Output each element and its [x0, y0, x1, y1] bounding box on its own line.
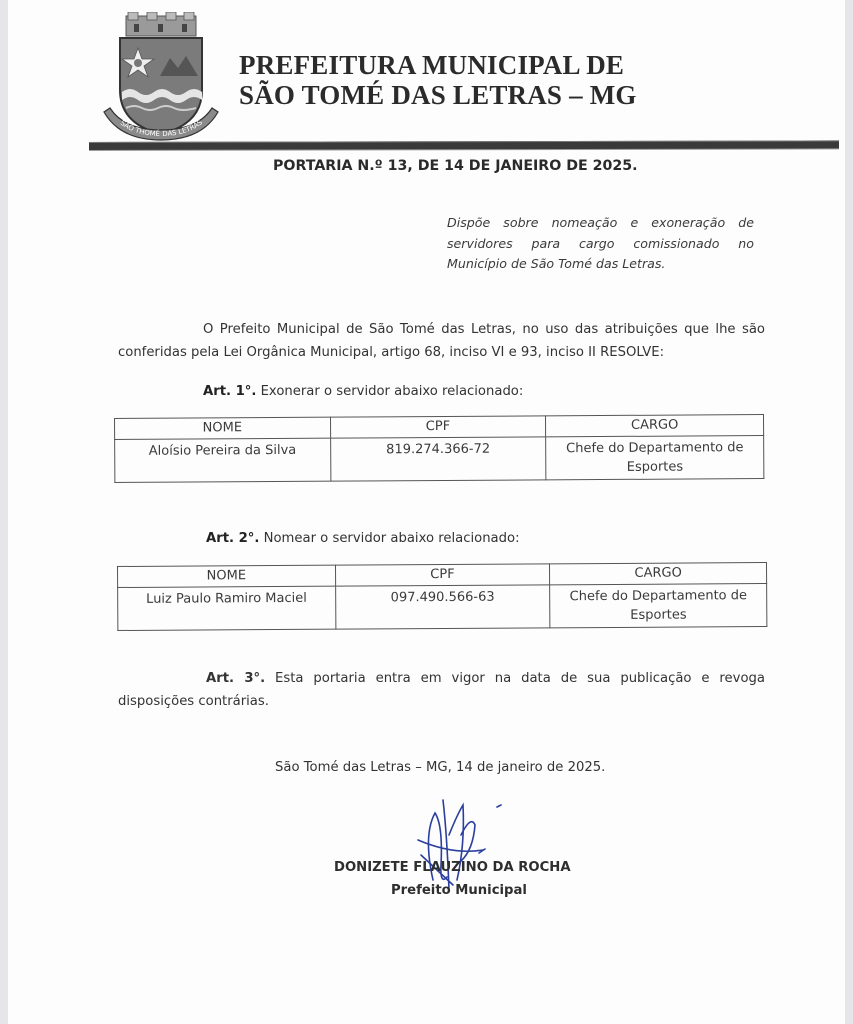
- article-2-label: Art. 2°.: [206, 531, 260, 546]
- signatory-role: Prefeito Municipal: [391, 883, 527, 898]
- cell-cpf: 097.490.566-63: [335, 585, 550, 629]
- article-3-text: Esta portaria entra em vigor na data de sua publicação e revoga disposições contrárias.: [118, 671, 765, 709]
- header-cargo: CARGO: [550, 563, 767, 585]
- article-2-text: Nomear o servidor abaixo relacionado:: [259, 531, 520, 546]
- preamble-paragraph: O Prefeito Municipal de São Tomé das Letras, no uso das atribuições que lhe são conferidas pela Lei Orgânica Municipal, artigo 68, inciso VI e 93, inciso II RESOLVE:: [118, 322, 765, 360]
- municipality-title: [239, 50, 637, 110]
- portaria-title: PORTARIA N.º 13, DE 14 DE JANEIRO DE 2025.: [273, 158, 638, 174]
- header-nome: NOME: [118, 565, 336, 587]
- article-1-text: Exonerar o servidor abaixo relacionado:: [256, 384, 524, 399]
- svg-text:SÃO THOMÉ DAS LETRAS: SÃO THOMÉ DAS LETRAS: [118, 118, 204, 139]
- cell-cpf: 819.274.366-72: [330, 437, 546, 481]
- place-and-date: São Tomé das Letras – MG, 14 de janeiro de 2025.: [275, 760, 606, 775]
- cell-nome: Luiz Paulo Ramiro Maciel: [118, 586, 336, 630]
- article-1: [203, 384, 523, 399]
- document-page: [8, 0, 845, 1024]
- header-cargo: CARGO: [546, 415, 764, 437]
- header-divider: [89, 140, 839, 150]
- title-line-2: SÃO TOMÉ DAS LETRAS – MG: [239, 80, 637, 110]
- article-3: [118, 667, 765, 713]
- signature-scribble: [413, 795, 513, 895]
- header-cpf: CPF: [335, 564, 550, 586]
- ementa-summary: Dispõe sobre nomeação e exoneração de servidores para cargo comissionado no Município de São Tomé das Letras.: [447, 215, 754, 271]
- article-3-label: Art. 3°.: [206, 671, 266, 686]
- title-line-1: PREFEITURA MUNICIPAL DE: [239, 50, 625, 80]
- appointment-table: [117, 562, 767, 631]
- article-2: [206, 531, 520, 546]
- article-1-label: Art. 1°.: [203, 384, 257, 399]
- header-cpf: CPF: [330, 416, 546, 438]
- coat-of-arms-logo: [100, 12, 222, 144]
- signatory-name: DONIZETE FLAUZINO DA ROCHA: [334, 860, 571, 875]
- exoneration-table: [114, 414, 764, 483]
- cell-nome: Aloísio Pereira da Silva: [115, 438, 331, 482]
- cell-cargo: Chefe do Departamento de Esportes: [546, 436, 764, 480]
- cell-cargo: Chefe do Departamento de Esportes: [550, 584, 767, 628]
- table-row: [118, 584, 767, 631]
- table-row: [115, 436, 764, 483]
- header-nome: NOME: [115, 417, 331, 439]
